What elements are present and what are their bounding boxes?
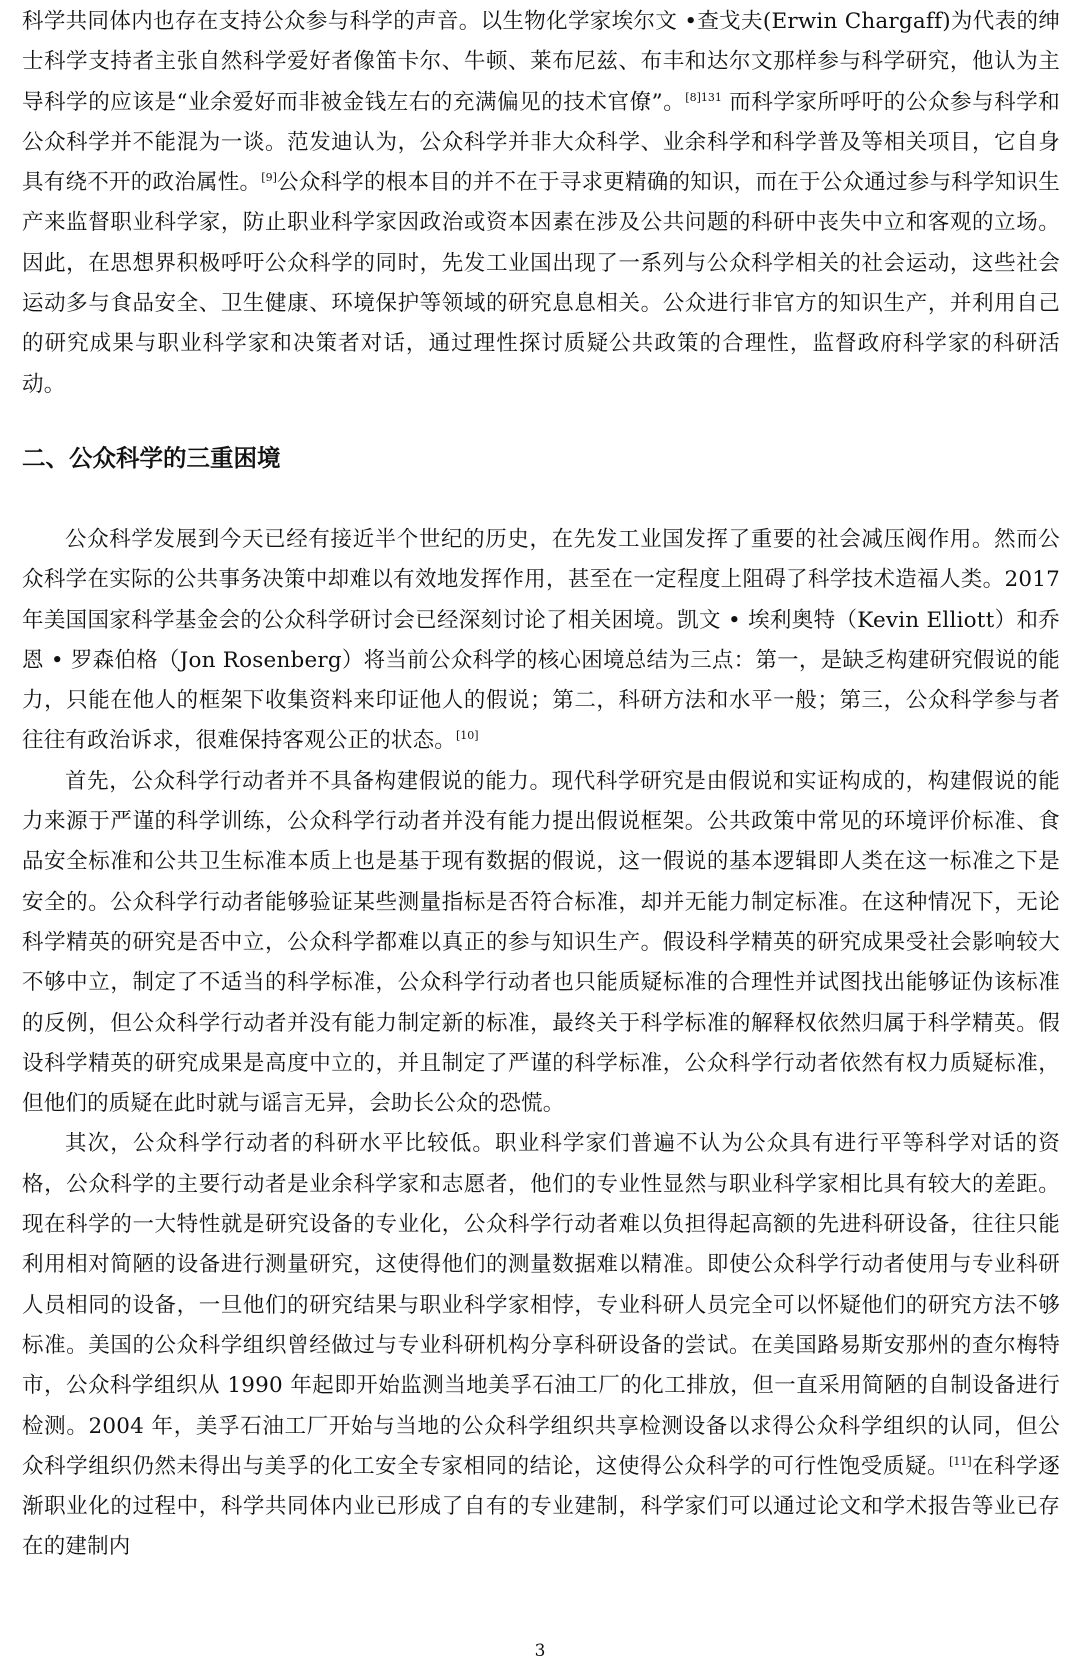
section-heading: 二、公众科学的三重困境 — [22, 444, 281, 472]
document-page — [22, 0, 1060, 1673]
paragraph-text: 而科学家所呼吁的公众参与科学和公众科学并不能混为一谈。范发迪认为，公众科学并非大众科学、业余科学和科学普及等相关项目，它自身具有绕不开的政治属性。 — [22, 89, 1061, 196]
paragraph-text: 首先，公众科学行动者并不具备构建假说的能力。现代科学研究是由假说和实证构成的，构建假说的能力来源于严谨的科学训练，公众科学行动者并没有能力提出假说框架。公共政策中常见的环境评价标准、食品安全标准和公共卫生标准本质上也是基于现有数据的假说，这一假说的基本逻辑即人类在这一标准之下是安全的。公众科学行动者能够验证某些测量指标是否符合标准，却并无能力制定标准。在这种情况下，无论科学精英的研究是否中立，公众科学都难以真正的参与知识生产。假设科学精英的研究成果受社会影响较大不够中立，制定了不适当的科学标准，公众科学行动者也只能质疑标准的合理性并试图找出能够证伪该标准的反例，但公众科学行动者并没有能力制定新的标准，最终关于科学标准的解释权依然归属于科学精英。假设科学精英的研究成果是高度中立的，并且制定了严谨的科学标准，公众科学行动者依然有权力质疑标准，但他们的质疑在此时就与谣言无异，会助长公众的恐慌。 — [22, 768, 1060, 1117]
citation-ref: [8]131 — [685, 90, 722, 104]
paragraph-text: 科学共同体内也存在支持公众参与科学的声音。以生物化学家埃尔文 •查戈夫(Erwin Chargaff)为代表的绅士科学支持者主张自然科学爱好者像笛卡尔、牛顿、莱布尼兹、布丰和达尔文那样参与科学研究，他认为主导科学的应该是“业余爱好而非被金钱左右的充满偏见的技术官僚”。 — [22, 9, 1060, 115]
citation-ref: [10] — [456, 729, 479, 743]
section-body — [22, 520, 1060, 1568]
paragraph-text: 其次，公众科学行动者的科研水平比较低。职业科学家们普遍不认为公众具有进行平等科学对话的资格，公众科学的主要行动者是业余科学家和志愿者，他们的专业性显然与职业科学家相比具有较大的差距。现在科学的一大特性就是研究设备的专业化，公众科学行动者难以负担得起高额的先进科研设备，往往只能利用相对简陋的设备进行测量研究，这使得他们的测量数据难以精准。即使公众科学行动者使用与专业科研人员相同的设备，一旦他们的研究结果与职业科学家相悖，专业科研人员完全可以怀疑他们的研究方法不够标准。美国的公众科学组织曾经做过与专业科研机构分享科研设备的尝试。在美国路易斯安那州的查尔梅特市，公众科学组织从 1990 年起即开始监测当地美孚石油工厂的化工排放，但一直采用简陋的自制设备进行检测。2004 年，美孚石油工厂开始与当地的公众科学组织共享检测设备以求得公众科学组织的认同，但公众科学组织仍然未得出与美孚的化工安全专家相同的结论，这使得公众科学的可行性饱受质疑。 — [22, 1131, 1060, 1479]
page-number: 3 — [534, 1641, 546, 1661]
citation-ref: [11] — [949, 1454, 972, 1468]
paragraph-text: 在科学逐渐职业化的过程中，科学共同体内业已形成了自有的专业建制，科学家们可以通过论文和学术报告等业已存在的建制内 — [22, 1453, 1060, 1560]
paragraph — [22, 2, 1060, 405]
paragraph-text: 公众科学的根本目的并不在于寻求更精确的知识，而在于公众通过参与科学知识生产来监督职业科学家，防止职业科学家因政治或资本因素在涉及公共问题的科研中丧失中立和客观的立场。因此，在思想界积极呼吁公众科学的同时，先发工业国出现了一系列与公众科学相关的社会运动，这些社会运动多与食品安全、卫生健康、环境保护等领域的研究息息相关。公众进行非官方的知识生产，并利用自己的研究成果与职业科学家和决策者对话，通过理性探讨质疑公共政策的合理性，监督政府科学家的科研活动。 — [22, 170, 1060, 397]
paragraph-text: 公众科学发展到今天已经有接近半个世纪的历史，在先发工业国发挥了重要的社会减压阀作用。然而公众科学在实际的公共事务决策中却难以有效地发挥作用，甚至在一定程度上阻碍了科学技术造福人类。2017 年美国国家科学基金会的公众科学研讨会已经深刻讨论了相关困境。凯文 • 埃利奥特（Kevin Elliott）和乔恩 • 罗森伯格（Jon Rosenberg）将当前公众科学的核心困境总结为三点：第一，是缺乏构建研究假说的能力，只能在他人的框架下收集资料来印证他人的假说；第二，科研方法和水平一般；第三，公众科学参与者往往有政治诉求，很难保持客观公正的状态。 — [22, 527, 1060, 754]
intro-section — [22, 2, 1060, 405]
paragraph — [22, 762, 1060, 1125]
paragraph — [22, 520, 1060, 762]
citation-ref: [9] — [261, 171, 277, 185]
paragraph — [22, 1124, 1060, 1567]
